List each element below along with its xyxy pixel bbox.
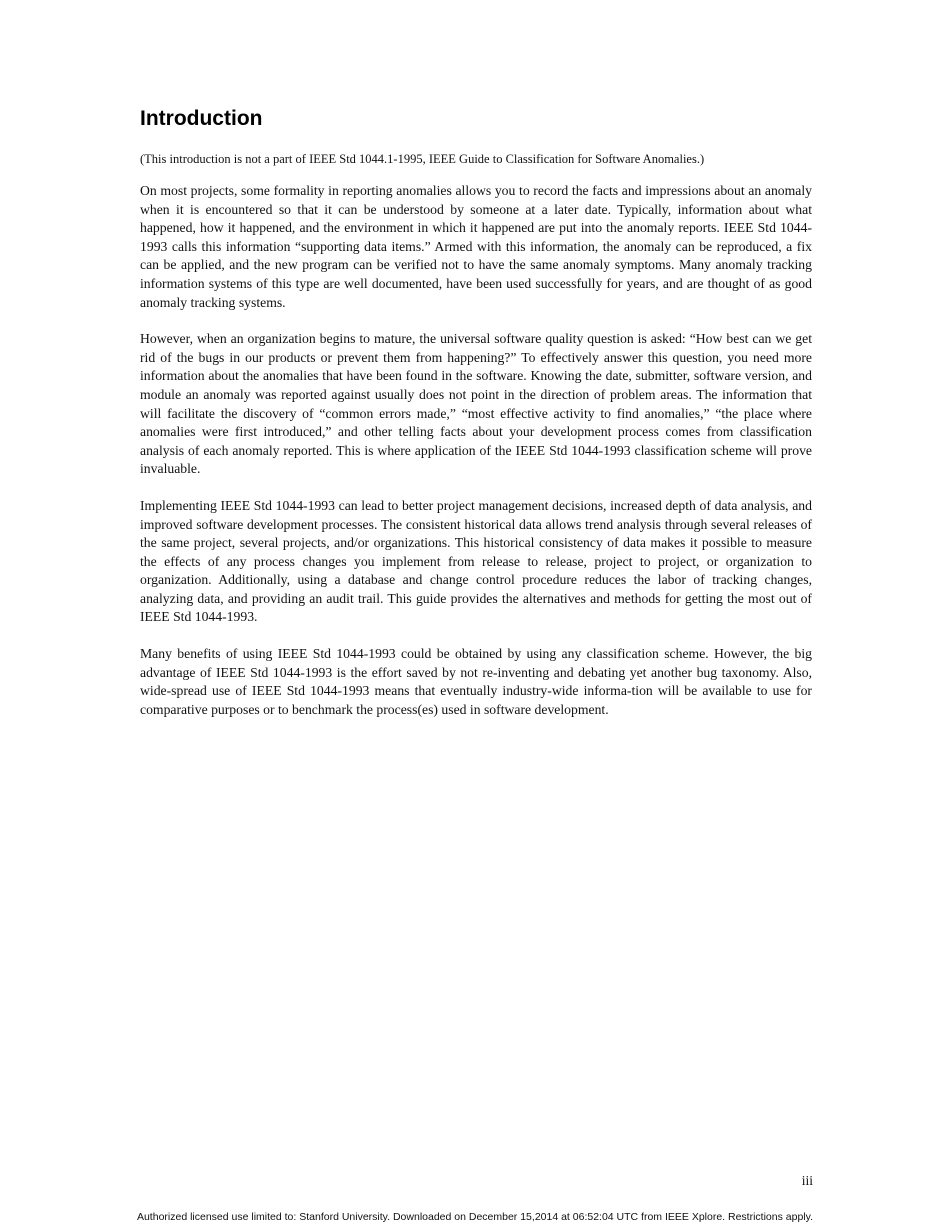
paragraph-3: Implementing IEEE Std 1044-1993 can lead to better project management decisions, increased depth of data analysis, and improved software development processes. The consistent historical data allows trend analysis through several releases of the same project, several projects, and/or organizations. This historical consistency of data makes it possible to measure the effects of any process changes you implement from release to release, project to project, or organization to organization. Additionally, using a database and change control procedure reduces the labor of tracking changes, analyzing data, and providing an audit trail. This guide provides the alternatives and methods for getting the most out of IEEE Std 1044-1993. <box>140 497 812 625</box>
page-content <box>140 104 812 737</box>
page-title: Introduction <box>140 107 263 130</box>
paragraph-4: Many benefits of using IEEE Std 1044-1993 could be obtained by using any classification scheme. However, the big advantage of IEEE Std 1044-1993 is the effort saved by not re-inventing and debating yet another bug taxonomy. Also, wide-spread use of IEEE Std 1044-1993 means that eventually industry-wide informa-tion will be available to use for comparative purposes or to benchmark the process(es) used in software development. <box>140 646 812 717</box>
page-number: iii <box>801 1173 813 1188</box>
introduction-note: (This introduction is not a part of IEEE Std 1044.1-1995, IEEE Guide to Classification for Software Anomalies.) <box>140 152 705 166</box>
license-footer: Authorized licensed use limited to: Stanford University. Downloaded on December 15,2014 at 06:52:04 UTC from IEEE Xplore. Restrictions apply. <box>136 1211 814 1223</box>
paragraph-1: On most projects, some formality in reporting anomalies allows you to record the facts and impressions about an anomaly when it is encountered so that it can be understood by someone at a later date. Typically, information about what happened, how it happened, and the environment in which it happened are put into the anomaly reports. IEEE Std 1044-1993 calls this information “supporting data items.” Armed with this information, the anomaly can be reproduced, a fix can be applied, and the new program can be verified not to have the same anomaly symptoms. Many anomaly tracking information systems of this type are well documented, have been used successfully for years, and are thought of as good anomaly tracking systems. <box>140 183 812 310</box>
paragraph-2: However, when an organization begins to mature, the universal software quality question is asked: “How best can we get rid of the bugs in our products or prevent them from happening?” To effectively answer this question, you need more information about the anomalies that have been found in the software. Knowing the date, submitter, software version, and module an anomaly was reported against usually does not point in the direction of problem areas. The information that will facilitate the discovery of “common errors made,” “most effective activity to find anomalies,” “the place where anomalies were first introduced,” and other telling facts about your development process comes from classification analysis of each anomaly reported. This is where application of the IEEE Std 1044-1993 classification scheme will prove invaluable. <box>140 331 812 477</box>
